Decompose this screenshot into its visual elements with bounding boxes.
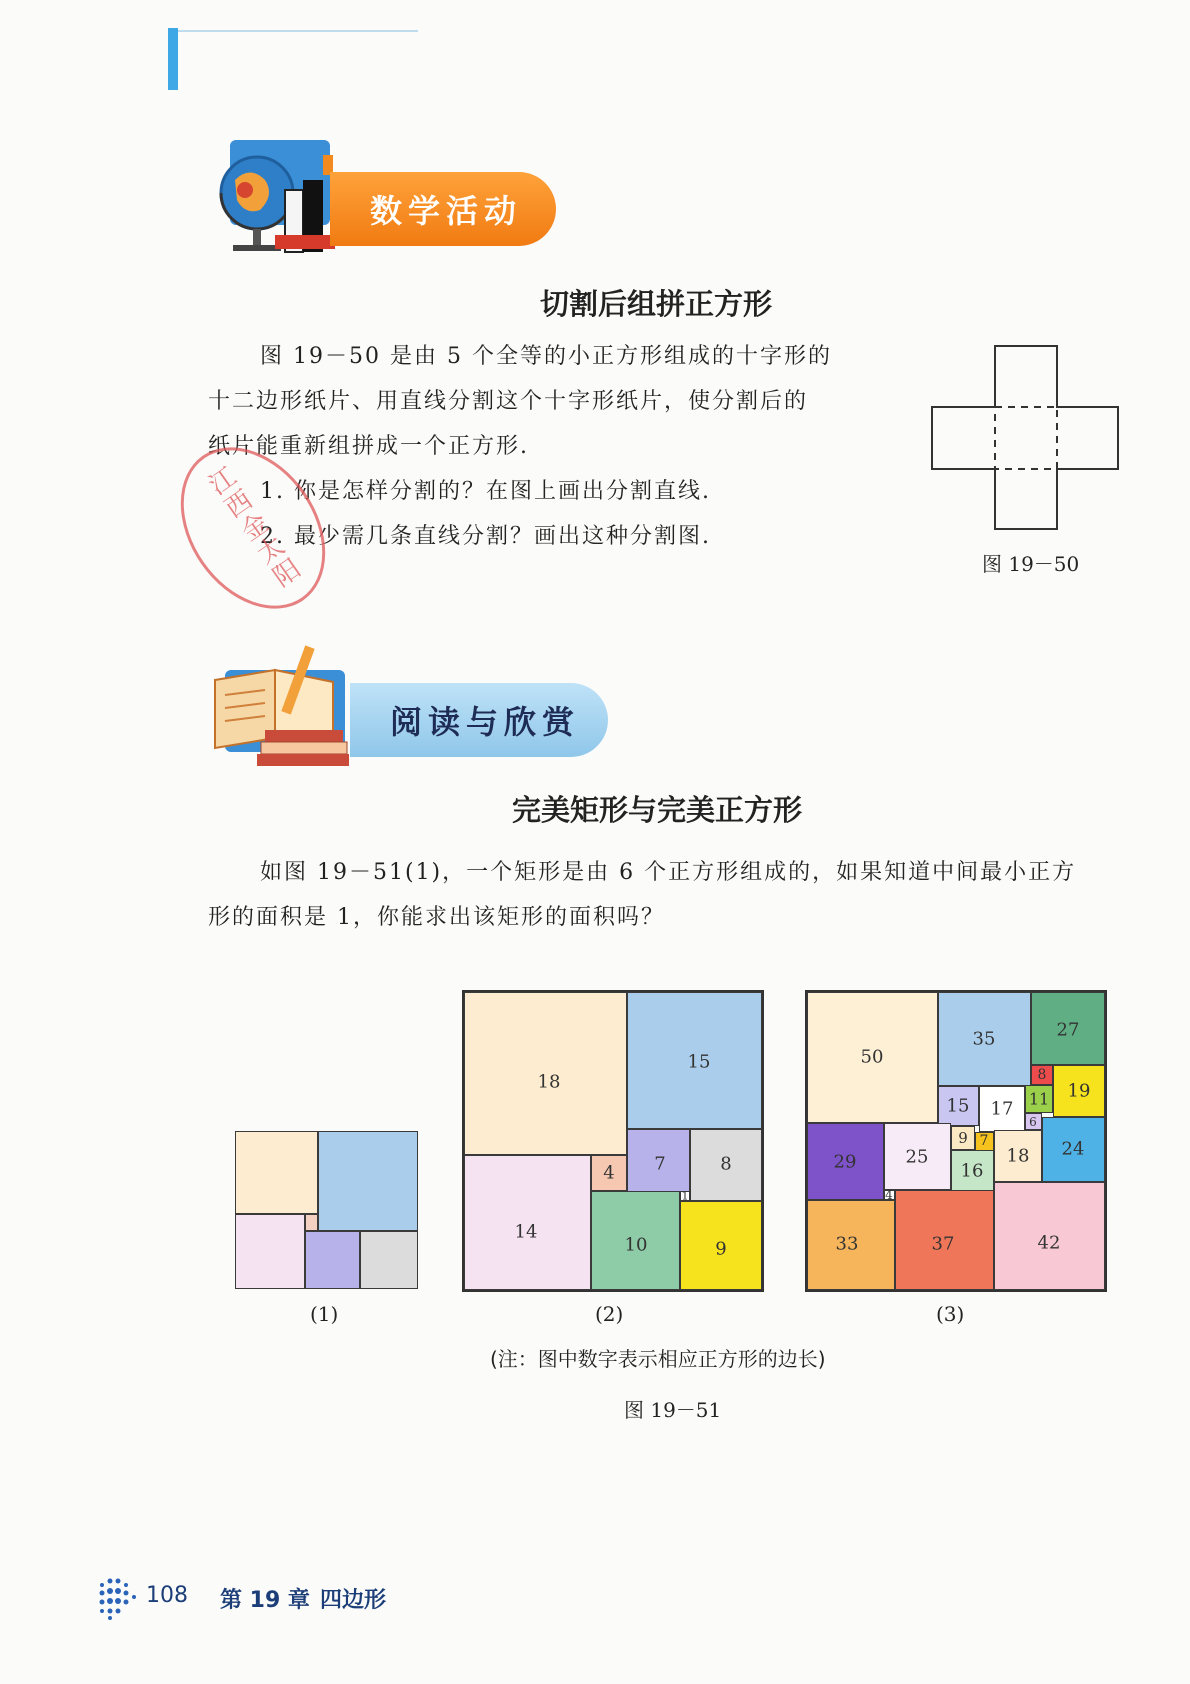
section2-paragraph	[208, 850, 1158, 940]
square-side-label: 25	[905, 1146, 929, 1168]
perfect-rectangle-figure-1	[235, 1131, 418, 1289]
paragraph-line: 如图 19－51(1)，一个矩形是由 6 个正方形组成的，如果知道中间最小正方	[260, 860, 1077, 885]
square-side-label: 24	[1061, 1138, 1085, 1160]
square-side-label: 15	[687, 1051, 711, 1073]
question-item: 2. 最少需几条直线分割？画出这种分割图.	[260, 524, 711, 549]
figure-label: (3)	[936, 1302, 965, 1326]
square-side-label: 35	[972, 1028, 996, 1050]
paragraph-line: 十二边形纸片、用直线分割这个十字形纸片，使分割后的	[208, 389, 809, 414]
square	[318, 1131, 418, 1231]
perfect-rectangle-figure-2	[462, 990, 764, 1292]
square-side-label: 7	[654, 1153, 666, 1175]
square	[305, 1214, 318, 1231]
square-side-label: 33	[835, 1233, 859, 1255]
math-activity-banner: 数学活动	[330, 172, 556, 246]
figure-note: (注：图中数字表示相应正方形的边长)	[490, 1347, 826, 1371]
square-side-label: 16	[960, 1160, 984, 1182]
square-side-label: 6	[1029, 1115, 1037, 1129]
square-side-label: 17	[990, 1098, 1014, 1120]
stamp-text: 江西金太阳	[200, 462, 306, 595]
fig-19-51-caption: 图 19－51	[624, 1398, 722, 1422]
square-side-label: 29	[833, 1151, 857, 1173]
square	[305, 1231, 360, 1289]
square-side-label: 18	[1006, 1145, 1030, 1167]
dot-grid-icon	[96, 1575, 142, 1621]
corner-accent-bar	[168, 28, 178, 90]
square-side-label: 27	[1056, 1019, 1080, 1041]
square-side-label: 18	[537, 1071, 561, 1093]
square	[235, 1131, 318, 1214]
chapter-number: 第 19 章	[220, 1588, 310, 1613]
square-side-label: 8	[720, 1153, 732, 1175]
square-side-label: 7	[979, 1133, 989, 1149]
square-side-label: 10	[624, 1234, 648, 1256]
corner-accent-line	[178, 30, 418, 32]
square	[235, 1214, 305, 1289]
square-side-label: 14	[514, 1221, 538, 1243]
page-number: 108	[146, 1583, 188, 1608]
paragraph-line: 纸片能重新组拼成一个正方形.	[208, 434, 529, 459]
question-item: 1. 你是怎样分割的？在图上画出分割直线.	[260, 479, 711, 504]
perfect-square-figure-3	[805, 990, 1107, 1292]
section2-title: 完美矩形与完美正方形	[512, 793, 803, 827]
reading-appreciation-banner: 阅读与欣赏	[350, 683, 608, 757]
chapter-title: 四边形	[320, 1588, 387, 1613]
square	[360, 1231, 418, 1289]
square-side-label: 9	[958, 1129, 968, 1147]
fig-19-50-caption: 图 19－50	[982, 552, 1080, 576]
paragraph-line: 形的面积是 1，你能求出该矩形的面积吗？	[208, 905, 665, 930]
square-side-label: 42	[1037, 1232, 1061, 1254]
section1-title: 切割后组拼正方形	[540, 287, 773, 321]
square-side-label: 19	[1067, 1080, 1091, 1102]
square-side-label: 37	[931, 1233, 955, 1255]
figure-label: (1)	[310, 1302, 339, 1326]
cross-figure	[930, 345, 1120, 530]
square-side-label: 50	[860, 1046, 884, 1068]
square-side-label: 9	[715, 1238, 727, 1260]
paragraph-line: 图 19－50 是由 5 个全等的小正方形组成的十字形的	[260, 344, 832, 369]
square-side-label: 4	[603, 1162, 615, 1184]
figure-label: (2)	[595, 1302, 624, 1326]
square-side-label: 1	[681, 1189, 689, 1203]
square-side-label: 8	[1037, 1067, 1047, 1083]
square-side-label: 4	[885, 1188, 893, 1202]
square-side-label: 15	[946, 1095, 970, 1117]
square-side-label: 11	[1028, 1089, 1050, 1109]
book-pencil-icon	[205, 640, 365, 770]
